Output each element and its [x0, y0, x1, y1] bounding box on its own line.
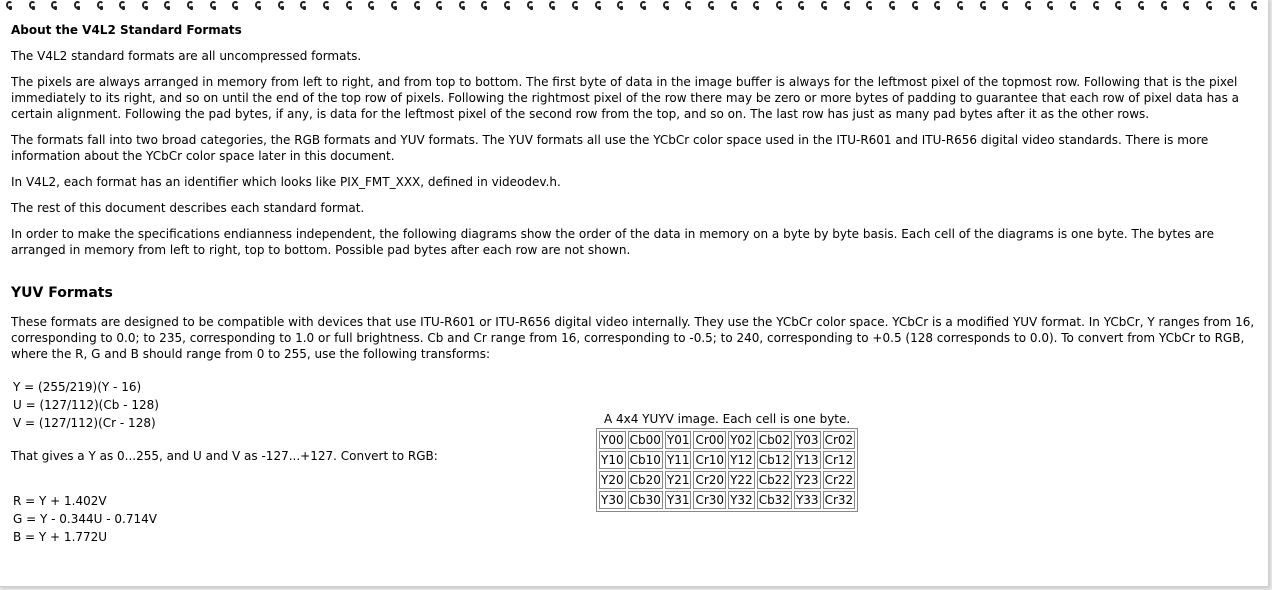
table-row — [599, 491, 855, 509]
spiral-ring — [595, 0, 603, 11]
table-cell: Cr10 — [695, 453, 725, 467]
table-cell: Y02 — [730, 433, 753, 447]
table-cell: Cb00 — [629, 433, 661, 447]
table-cell: Y00 — [601, 433, 624, 447]
table-cell: Cr30 — [695, 493, 725, 507]
spiral-ring — [753, 0, 761, 11]
spiral-ring — [1070, 0, 1078, 11]
table-cell: Y20 — [601, 473, 624, 487]
spiral-ring — [255, 0, 263, 11]
table-cell: Y13 — [795, 453, 819, 467]
about-paragraph: In order to make the specifications endianness independent, the following diagrams show the order of the data in memory on a byte by byte basis. Each cell of the diagrams is one byte. The bytes are arranged in memory from left to right, top to bottom. Possible pad bytes after each row are not shown. — [11, 227, 1214, 257]
spiral-ring — [889, 0, 897, 11]
figure-caption: A 4x4 YUYV image. Each cell is one byte. — [603, 412, 851, 426]
table-cell: Cb10 — [629, 453, 661, 467]
spiral-ring — [436, 0, 444, 11]
table-cell: Cr22 — [824, 473, 854, 487]
spiral-ring — [187, 0, 195, 11]
spiral-ring — [1183, 0, 1191, 11]
about-paragraph: The V4L2 standard formats are all uncompressed formats. — [11, 49, 362, 63]
table-cell: Y03 — [795, 433, 819, 447]
table-cell: Y31 — [666, 493, 690, 507]
spiral-ring — [572, 0, 580, 11]
spiral-ring — [97, 0, 105, 11]
spiral-ring — [481, 0, 489, 11]
yuv-heading: YUV Formats — [11, 285, 113, 301]
spiral-ring — [74, 0, 82, 11]
document-content — [11, 22, 1261, 553]
table-cell: Y12 — [730, 453, 753, 467]
about-paragraph: The pixels are always arranged in memory from left to right, and from top to bottom. The first byte of data in the image buffer is always for the leftmost pixel of the topmost row. Following that is the pixel immediately to its right, and so on until the end of the top row of pixels. Following the rightmost pixel of the row there may be zero or more bytes of padding to guarantee that each row of pixel data has a certain alignment. Following the pad bytes, if any, is data for the leftmost pixel of the second row from the top, and so on. The last row has just as many pad bytes after it as the other rows. — [11, 75, 1240, 121]
spiral-ring — [776, 0, 784, 11]
spiral-ring — [844, 0, 852, 11]
spiral-ring — [617, 0, 625, 11]
table-cell: Y32 — [730, 493, 753, 507]
spiral-ring — [1025, 0, 1033, 11]
spiral-ring — [1002, 0, 1010, 11]
spiral-ring — [527, 0, 535, 11]
table-cell: Cb20 — [629, 473, 661, 487]
about-heading: About the V4L2 Standard Formats — [11, 23, 242, 37]
yuv-details — [11, 378, 1261, 553]
about-paragraph: The rest of this document describes each standard format. — [11, 201, 365, 215]
spiral-ring — [1138, 0, 1146, 11]
spiral-ring — [29, 0, 37, 11]
table-cell: Y33 — [795, 493, 819, 507]
formula-b: B = Y + 1.772U — [13, 530, 108, 544]
spiral-ring — [232, 0, 240, 11]
ycbcr-formulas — [13, 378, 159, 432]
table-cell: Cr02 — [824, 433, 854, 447]
spiral-ring — [368, 0, 376, 11]
spiral-ring — [798, 0, 806, 11]
spiral-ring — [1093, 0, 1101, 11]
about-paragraph: The formats fall into two broad categories, the RGB formats and YUV formats. The YUV formats all use the YCbCr color space used in the ITU-R601 and ITU-R656 digital video standards. There is more information about the YCbCr color space later in this document. — [11, 133, 1209, 163]
spiral-ring — [663, 0, 671, 11]
table-cell: Cr00 — [695, 433, 725, 447]
spiral-ring — [391, 0, 399, 11]
table-row — [599, 431, 855, 449]
spiral-ring — [1206, 0, 1214, 11]
spiral-ring — [708, 0, 716, 11]
spiral-ring — [278, 0, 286, 11]
table-cell: Cr20 — [695, 473, 725, 487]
spiral-ring — [1047, 0, 1055, 11]
formula-v: V = (127/112)(Cr - 128) — [13, 416, 156, 430]
spiral-ring — [504, 0, 512, 11]
spiral-ring — [164, 0, 172, 11]
spiral-ring — [934, 0, 942, 11]
spiral-ring — [459, 0, 467, 11]
yuyv-figure — [596, 412, 858, 512]
spiral-ring — [912, 0, 920, 11]
spiral-ring — [549, 0, 557, 11]
yuyv-table — [596, 428, 858, 512]
spiral-ring — [1161, 0, 1169, 11]
table-row — [599, 451, 855, 469]
rgb-formulas — [13, 492, 157, 546]
table-row — [599, 471, 855, 489]
spiral-ring — [640, 0, 648, 11]
spiral-ring — [685, 0, 693, 11]
table-cell: Y10 — [601, 453, 624, 467]
table-cell: Cr32 — [824, 493, 854, 507]
spiral-ring — [731, 0, 739, 11]
about-paragraph: In V4L2, each format has an identifier which looks like PIX_FMT_XXX, defined in videodev.h. — [11, 175, 561, 189]
table-cell: Cb02 — [758, 433, 790, 447]
spiral-ring — [980, 0, 988, 11]
table-cell: Y11 — [666, 453, 690, 467]
spiral-ring — [6, 0, 14, 11]
spiral-ring — [414, 0, 422, 11]
spiral-ring — [821, 0, 829, 11]
spiral-ring — [142, 0, 150, 11]
spiral-ring — [1229, 0, 1237, 11]
table-cell: Y30 — [601, 493, 624, 507]
formula-g: G = Y - 0.344U - 0.714V — [13, 512, 157, 526]
formula-r: R = Y + 1.402V — [13, 494, 107, 508]
table-cell: Cb12 — [758, 453, 790, 467]
spiral-ring — [323, 0, 331, 11]
spiral-binding — [0, 0, 1268, 14]
formula-u: U = (127/112)(Cb - 128) — [13, 398, 159, 412]
table-cell: Y21 — [666, 473, 690, 487]
spiral-ring — [119, 0, 127, 11]
table-cell: Y23 — [795, 473, 819, 487]
convert-note: That gives a Y as 0...255, and U and V as -127...+127. Convert to RGB: — [11, 449, 438, 463]
spiral-ring — [957, 0, 965, 11]
table-cell: Y01 — [666, 433, 690, 447]
table-cell: Y22 — [730, 473, 753, 487]
spiral-ring — [346, 0, 354, 11]
table-cell: Cr12 — [824, 453, 854, 467]
table-cell: Cb32 — [758, 493, 790, 507]
formula-y: Y = (255/219)(Y - 16) — [13, 380, 142, 394]
spiral-ring — [51, 0, 59, 11]
table-cell: Cb22 — [758, 473, 790, 487]
table-cell: Cb30 — [629, 493, 661, 507]
spiral-ring — [1251, 0, 1259, 11]
spiral-ring — [300, 0, 308, 11]
spiral-ring — [210, 0, 218, 11]
yuv-intro: These formats are designed to be compatible with devices that use ITU-R601 or ITU-R656 digital video internally. They use the YCbCr color space. YCbCr is a modified YUV format. In YCbCr, Y ranges from 16, corresponding to 0.0; to 235, corresponding to 1.0 or full brightness. Cb and Cr range from 16, corresponding to -0.5; to 240, corresponding to +0.5 (128 corresponds to 0.0). To convert from YCbCr to RGB, where the R, G and B should range from 0 to 255, use the following transforms: — [11, 315, 1255, 361]
spiral-ring — [866, 0, 874, 11]
spiral-ring — [1115, 0, 1123, 11]
